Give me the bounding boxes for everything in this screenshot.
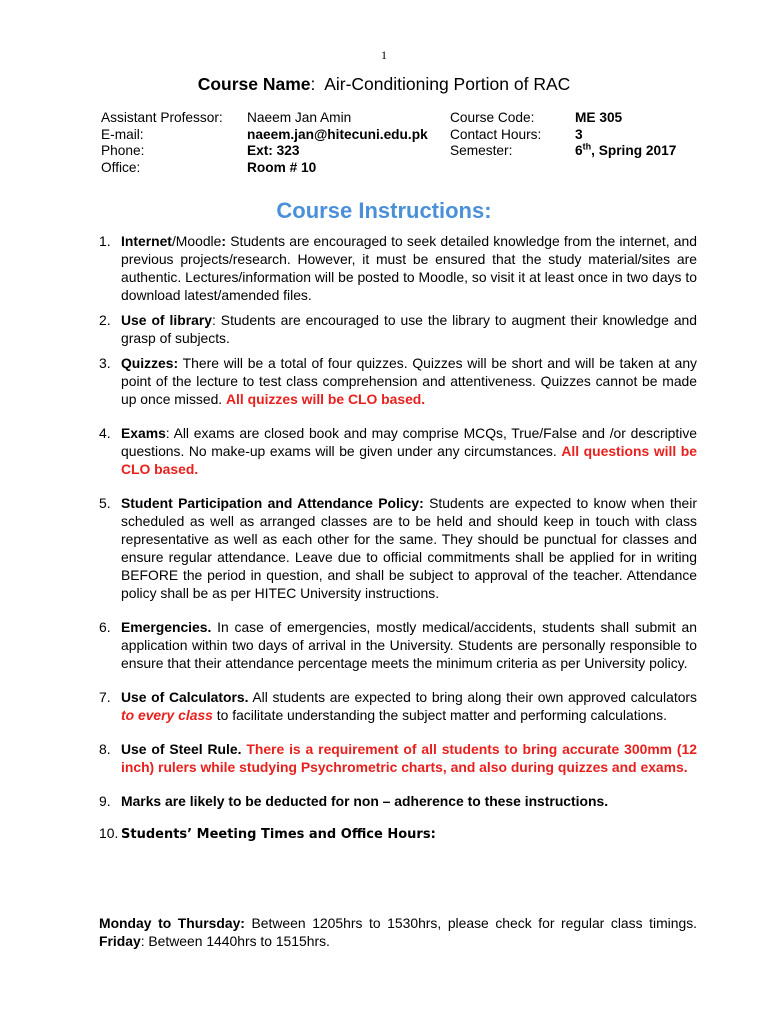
instruction-item-marks: 9. Marks are likely to be deducted for non – adherence to these instructions. bbox=[99, 793, 609, 809]
office-hours: Monday to Thursday: Between 1205hrs to 1530hrs, please check for regular class timings. Friday: Between 1440hrs to 1515hrs. bbox=[99, 915, 697, 949]
email-value[interactable]: naeem.jan@hitecuni.edu.pk bbox=[247, 126, 428, 142]
instruction-item-calculators: 7. Use of Calculators. All students are expected to bring along their own approved calculators to every class to facilitate understanding the subject matter and performing calculations. bbox=[99, 689, 697, 723]
instruction-item-meeting-times: 10. Students’ Meeting Times and Office Hours: bbox=[99, 825, 436, 842]
contact-hours-label: Contact Hours: bbox=[450, 126, 542, 142]
course-title bbox=[0, 74, 768, 95]
exams-clo-note: All questions will be CLO based. bbox=[121, 443, 697, 477]
info-labels bbox=[101, 110, 223, 176]
page-number: 1 bbox=[381, 48, 387, 62]
instruction-item-library: 2. Use of library: Students are encouraged to use the library to augment their knowledge and grasp of subjects. bbox=[99, 312, 697, 346]
course-labels bbox=[450, 110, 541, 160]
semester-value: 6th, Spring 2017 bbox=[575, 141, 677, 158]
quizzes-clo-note: All quizzes will be CLO based. bbox=[226, 391, 426, 407]
contact-hours-value: 3 bbox=[575, 126, 583, 142]
instruction-item-quizzes: 3. Quizzes: There will be a total of four quizzes. Quizzes will be short and will be taken at any point of the lecture to test class comprehension and attentiveness. Quizzes cannot be made up once missed. All quizzes will be CLO based. bbox=[99, 355, 697, 407]
office-value: Room # 10 bbox=[247, 159, 317, 175]
steel-rule-requirement: There is a requirement of all students to bring accurate 300mm (12 inch) rulers while studying Psychrometric charts, and also during quizzes and exams. bbox=[121, 741, 697, 775]
instruction-item-internet: 1. Internet/Moodle: Students are encouraged to seek detailed knowledge from the internet, and previous projects/research. However, it must be ensured that the study material/sites are authentic. Lectures/information will be posted to Moodle, so visit it at least once in two days to download latest/amended files. bbox=[99, 233, 697, 303]
phone-value: Ext: 323 bbox=[247, 143, 300, 158]
course-name-label: Course Name bbox=[197, 74, 311, 94]
course-name-value: Air-Conditioning Portion of RAC bbox=[324, 74, 571, 94]
email-label: E-mail: bbox=[101, 126, 144, 142]
monday-thursday-label: Monday to Thursday: bbox=[99, 915, 245, 931]
instruction-item-attendance: 5. Student Participation and Attendance Policy: Students are expected to know when their scheduled as well as arranged classes are to be held and should keep in touch with class representative as well as each other for the same. They should be punctual for classes and ensure regular attendance. Leave due to official commitments shall be applied for in writing BEFORE the period in question, and shall be subject to approval of the teacher. Attendance policy shall be as per HITEC University instructions. bbox=[99, 495, 697, 601]
professor-label: Assistant Professor: bbox=[101, 110, 223, 125]
course-name-sep: : bbox=[310, 74, 316, 94]
professor-name: Naeem Jan Amin bbox=[247, 110, 352, 125]
semester-label: Semester: bbox=[450, 143, 513, 158]
info-values bbox=[247, 110, 428, 176]
phone-label: Phone: bbox=[101, 143, 145, 158]
office-label: Office: bbox=[101, 159, 141, 175]
instruction-item-exams: 4. Exams: All exams are closed book and may comprise MCQs, True/False and /or descriptive questions. No make-up exams will be given under any circumstances. All questions will be CLO based. bbox=[99, 425, 697, 477]
course-code-value: ME 305 bbox=[575, 110, 623, 125]
friday-label: Friday bbox=[99, 933, 141, 949]
every-class-note: to every class bbox=[121, 707, 213, 723]
instruction-item-emergencies: 6. Emergencies. In case of emergencies, mostly medical/accidents, students shall submit an application within two days of arrival in the University. Students are personally responsible to ensure that their attendance percentage meets the minimum criteria as per University policy. bbox=[99, 619, 697, 671]
instruction-item-steel-rule: 8. Use of Steel Rule. There is a requirement of all students to bring accurate 300mm (12 inch) rulers while studying Psychrometric charts, and also during quizzes and exams. bbox=[99, 741, 697, 775]
course-code-label: Course Code: bbox=[450, 110, 535, 125]
instructions-list bbox=[99, 232, 697, 844]
instructions-heading: Course Instructions: bbox=[276, 198, 492, 223]
course-values bbox=[575, 110, 676, 160]
